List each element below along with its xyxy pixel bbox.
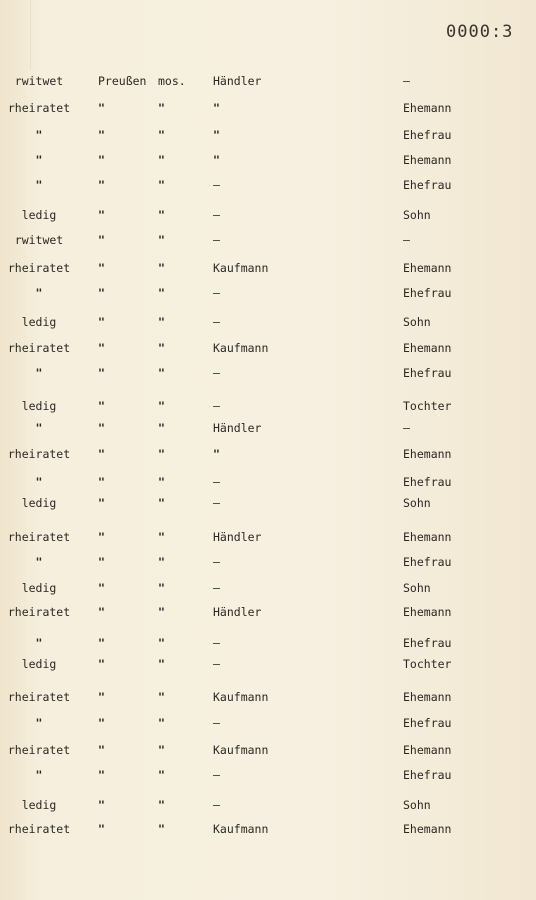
cell-status: " bbox=[35, 636, 43, 650]
cell-occupation: – bbox=[213, 581, 220, 595]
table-row bbox=[0, 286, 536, 306]
table-row bbox=[0, 315, 536, 335]
cell-state: " bbox=[98, 743, 105, 757]
cell-occupation: " bbox=[213, 128, 220, 142]
cell-status: rheiratet bbox=[7, 605, 71, 619]
cell-relation: Tochter bbox=[403, 657, 452, 671]
cell-state: " bbox=[98, 496, 105, 510]
cell-state: " bbox=[98, 233, 105, 247]
table-row bbox=[0, 716, 536, 736]
cell-occupation: " bbox=[213, 101, 220, 115]
cell-relation: Sohn bbox=[403, 581, 431, 595]
cell-relation: – bbox=[403, 421, 410, 435]
table-row bbox=[0, 399, 536, 419]
cell-status: " bbox=[35, 716, 43, 730]
cell-religion: " bbox=[158, 716, 165, 730]
cell-status: " bbox=[35, 153, 43, 167]
cell-relation: Ehemann bbox=[403, 690, 452, 704]
cell-religion: " bbox=[158, 496, 165, 510]
cell-occupation: – bbox=[213, 496, 220, 510]
cell-state: " bbox=[98, 530, 105, 544]
cell-status: " bbox=[35, 768, 43, 782]
cell-state: " bbox=[98, 636, 105, 650]
table-row bbox=[0, 74, 536, 94]
cell-occupation: – bbox=[213, 716, 220, 730]
cell-status: ledig bbox=[21, 657, 57, 671]
cell-occupation: – bbox=[213, 178, 220, 192]
cell-state: " bbox=[98, 690, 105, 704]
table-row bbox=[0, 128, 536, 148]
cell-occupation: – bbox=[213, 475, 220, 489]
cell-status: ledig bbox=[21, 798, 57, 812]
cell-religion: " bbox=[158, 657, 165, 671]
cell-religion: " bbox=[158, 798, 165, 812]
cell-relation: Ehefrau bbox=[403, 636, 452, 650]
cell-status: rheiratet bbox=[7, 261, 71, 275]
cell-occupation: – bbox=[213, 208, 220, 222]
cell-relation: Sohn bbox=[403, 496, 431, 510]
table-row bbox=[0, 233, 536, 253]
cell-relation: Ehefrau bbox=[403, 768, 452, 782]
cell-relation: Ehemann bbox=[403, 153, 452, 167]
cell-relation: Ehefrau bbox=[403, 286, 452, 300]
cell-religion: " bbox=[158, 261, 165, 275]
cell-occupation: – bbox=[213, 798, 220, 812]
cell-occupation: " bbox=[213, 153, 220, 167]
cell-religion: " bbox=[158, 208, 165, 222]
cell-state: " bbox=[98, 581, 105, 595]
cell-religion: " bbox=[158, 555, 165, 569]
cell-religion: " bbox=[158, 581, 165, 595]
cell-state: " bbox=[98, 605, 105, 619]
cell-occupation: – bbox=[213, 636, 220, 650]
cell-occupation: – bbox=[213, 315, 220, 329]
table-row bbox=[0, 798, 536, 818]
cell-religion: " bbox=[158, 421, 165, 435]
cell-religion: " bbox=[158, 822, 165, 836]
cell-state: " bbox=[98, 768, 105, 782]
cell-state: " bbox=[98, 286, 105, 300]
cell-relation: Sohn bbox=[403, 315, 431, 329]
cell-state: " bbox=[98, 315, 105, 329]
cell-relation: Ehemann bbox=[403, 822, 452, 836]
cell-occupation: Händler bbox=[213, 605, 262, 619]
cell-state: " bbox=[98, 208, 105, 222]
cell-relation: Ehefrau bbox=[403, 475, 452, 489]
cell-status: ledig bbox=[21, 208, 57, 222]
cell-state: Preußen bbox=[98, 74, 147, 88]
table-row bbox=[0, 153, 536, 173]
table-row bbox=[0, 447, 536, 467]
cell-relation: – bbox=[403, 233, 410, 247]
cell-religion: " bbox=[158, 366, 165, 380]
cell-occupation: " bbox=[213, 447, 220, 461]
cell-occupation: Händler bbox=[213, 74, 262, 88]
table-row bbox=[0, 768, 536, 788]
cell-religion: " bbox=[158, 315, 165, 329]
cell-relation: Ehemann bbox=[403, 101, 452, 115]
cell-religion: mos. bbox=[158, 74, 186, 88]
table-row bbox=[0, 496, 536, 516]
table-row bbox=[0, 690, 536, 710]
table-row bbox=[0, 366, 536, 386]
cell-relation: Ehemann bbox=[403, 743, 452, 757]
cell-status: rheiratet bbox=[7, 743, 71, 757]
table-row bbox=[0, 101, 536, 121]
paper-fold-mark bbox=[0, 0, 31, 70]
cell-occupation: Kaufmann bbox=[213, 341, 269, 355]
cell-occupation: – bbox=[213, 399, 220, 413]
cell-relation: Ehefrau bbox=[403, 555, 452, 569]
cell-occupation: Händler bbox=[213, 421, 262, 435]
cell-status: rheiratet bbox=[7, 341, 71, 355]
cell-religion: " bbox=[158, 605, 165, 619]
cell-status: rheiratet bbox=[7, 822, 71, 836]
cell-religion: " bbox=[158, 399, 165, 413]
cell-status: " bbox=[35, 178, 43, 192]
cell-state: " bbox=[98, 399, 105, 413]
table-row bbox=[0, 178, 536, 198]
cell-state: " bbox=[98, 178, 105, 192]
cell-occupation: – bbox=[213, 366, 220, 380]
table-row bbox=[0, 421, 536, 441]
page-stamp-number: 0000:3 bbox=[446, 22, 514, 42]
cell-relation: Ehefrau bbox=[403, 366, 452, 380]
cell-occupation: – bbox=[213, 286, 220, 300]
table-row bbox=[0, 822, 536, 842]
cell-occupation: – bbox=[213, 768, 220, 782]
cell-state: " bbox=[98, 261, 105, 275]
cell-relation: Ehefrau bbox=[403, 716, 452, 730]
cell-religion: " bbox=[158, 341, 165, 355]
cell-status: " bbox=[35, 421, 43, 435]
cell-state: " bbox=[98, 555, 105, 569]
cell-status: " bbox=[35, 555, 43, 569]
cell-state: " bbox=[98, 822, 105, 836]
cell-status: " bbox=[35, 366, 43, 380]
cell-religion: " bbox=[158, 636, 165, 650]
cell-relation: – bbox=[403, 74, 410, 88]
cell-status: ledig bbox=[21, 581, 57, 595]
cell-occupation: Kaufmann bbox=[213, 261, 269, 275]
cell-state: " bbox=[98, 447, 105, 461]
cell-state: " bbox=[98, 657, 105, 671]
cell-state: " bbox=[98, 798, 105, 812]
table-row bbox=[0, 530, 536, 550]
cell-relation: Ehemann bbox=[403, 447, 452, 461]
cell-religion: " bbox=[158, 153, 165, 167]
cell-religion: " bbox=[158, 286, 165, 300]
table-row bbox=[0, 341, 536, 361]
cell-relation: Ehefrau bbox=[403, 178, 452, 192]
table-row bbox=[0, 475, 536, 495]
cell-occupation: Kaufmann bbox=[213, 743, 269, 757]
cell-occupation: Kaufmann bbox=[213, 822, 269, 836]
cell-status: rheiratet bbox=[7, 101, 71, 115]
cell-state: " bbox=[98, 153, 105, 167]
cell-occupation: – bbox=[213, 657, 220, 671]
table-row bbox=[0, 743, 536, 763]
cell-religion: " bbox=[158, 233, 165, 247]
cell-status: rwitwet bbox=[14, 74, 64, 88]
cell-status: rheiratet bbox=[7, 690, 71, 704]
cell-state: " bbox=[98, 475, 105, 489]
cell-occupation: – bbox=[213, 233, 220, 247]
cell-state: " bbox=[98, 421, 105, 435]
table-row bbox=[0, 555, 536, 575]
table-row bbox=[0, 261, 536, 281]
cell-religion: " bbox=[158, 447, 165, 461]
table-row bbox=[0, 657, 536, 677]
cell-state: " bbox=[98, 341, 105, 355]
cell-status: rwitwet bbox=[14, 233, 64, 247]
cell-religion: " bbox=[158, 475, 165, 489]
table-row bbox=[0, 581, 536, 601]
cell-religion: " bbox=[158, 743, 165, 757]
cell-state: " bbox=[98, 716, 105, 730]
cell-status: ledig bbox=[21, 496, 57, 510]
cell-state: " bbox=[98, 366, 105, 380]
cell-state: " bbox=[98, 128, 105, 142]
table-row bbox=[0, 605, 536, 625]
cell-occupation: Kaufmann bbox=[213, 690, 269, 704]
table-row bbox=[0, 636, 536, 656]
cell-status: rheiratet bbox=[7, 447, 71, 461]
cell-status: " bbox=[35, 128, 43, 142]
cell-religion: " bbox=[158, 101, 165, 115]
cell-religion: " bbox=[158, 178, 165, 192]
cell-status: ledig bbox=[21, 399, 57, 413]
cell-religion: " bbox=[158, 128, 165, 142]
cell-relation: Ehemann bbox=[403, 261, 452, 275]
cell-religion: " bbox=[158, 768, 165, 782]
cell-state: " bbox=[98, 101, 105, 115]
cell-relation: Ehemann bbox=[403, 341, 452, 355]
cell-relation: Sohn bbox=[403, 798, 431, 812]
cell-status: ledig bbox=[21, 315, 57, 329]
cell-relation: Sohn bbox=[403, 208, 431, 222]
cell-relation: Ehemann bbox=[403, 530, 452, 544]
cell-relation: Ehemann bbox=[403, 605, 452, 619]
cell-status: " bbox=[35, 475, 43, 489]
cell-occupation: Händler bbox=[213, 530, 262, 544]
cell-occupation: – bbox=[213, 555, 220, 569]
cell-religion: " bbox=[158, 690, 165, 704]
cell-status: rheiratet bbox=[7, 530, 71, 544]
cell-religion: " bbox=[158, 530, 165, 544]
cell-relation: Ehefrau bbox=[403, 128, 452, 142]
table-row bbox=[0, 208, 536, 228]
cell-status: " bbox=[35, 286, 43, 300]
cell-relation: Tochter bbox=[403, 399, 452, 413]
